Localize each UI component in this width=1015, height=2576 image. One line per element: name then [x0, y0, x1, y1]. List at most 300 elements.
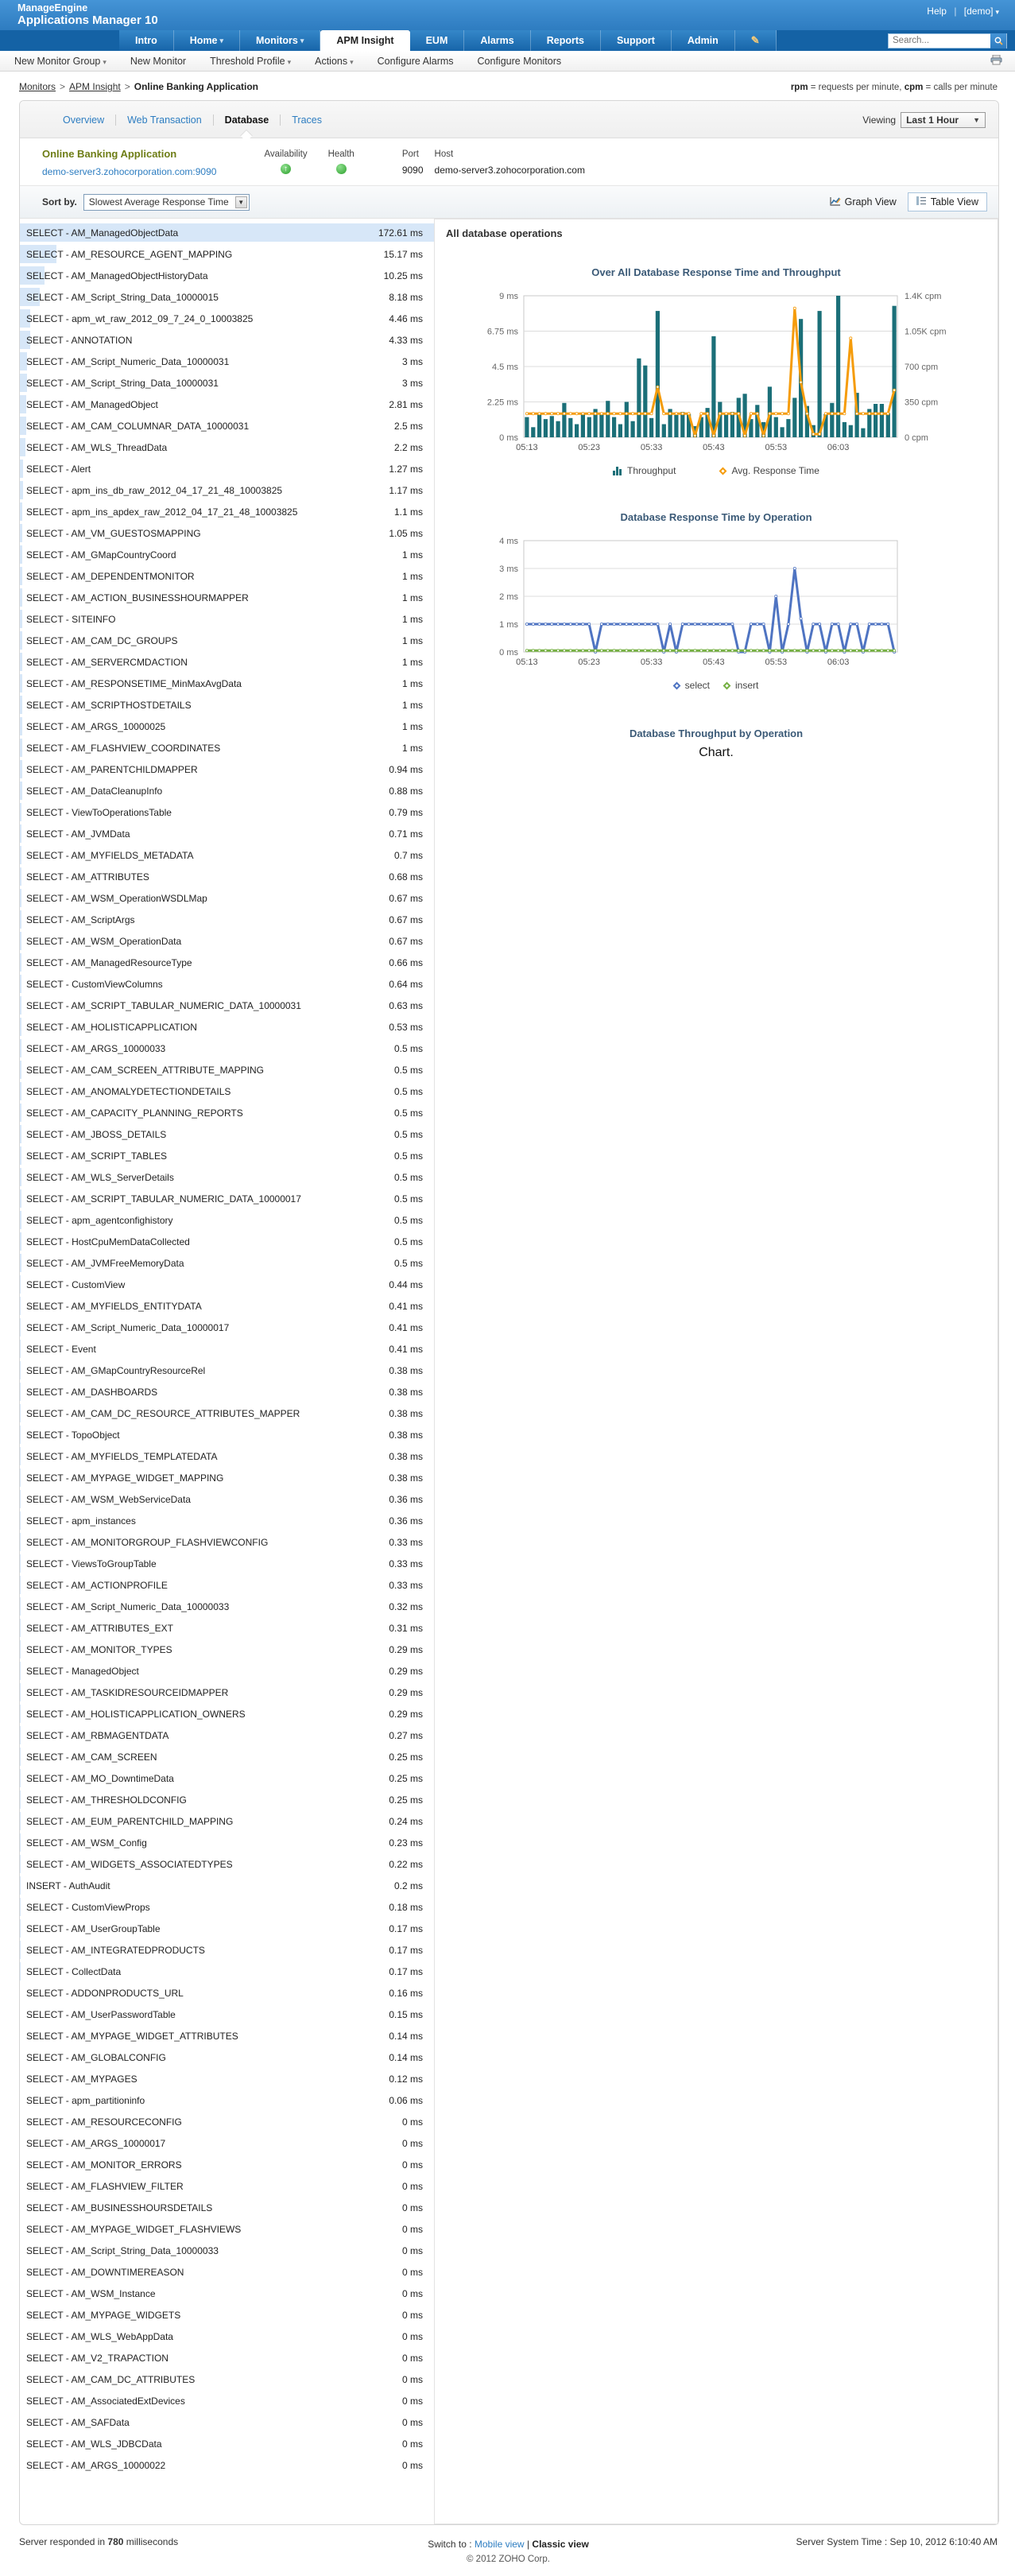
view-toggle	[830, 192, 987, 211]
operation-name: SELECT - AM_SCRIPT_TABLES	[26, 1150, 167, 1162]
operation-time: 1 ms	[401, 677, 423, 689]
operation-time: 0.67 ms	[389, 914, 423, 925]
nav-tab-eum[interactable]: EUM	[410, 30, 465, 51]
list-item[interactable]	[20, 1982, 434, 2004]
list-item[interactable]	[20, 1703, 434, 1724]
operation-time: 1 ms	[401, 592, 423, 603]
operation-time: 0 ms	[401, 2459, 423, 2471]
operation-name: SELECT - AM_ATTRIBUTES	[26, 871, 149, 883]
operation-time: 0.7 ms	[393, 849, 423, 861]
svg-text:9 ms: 9 ms	[499, 292, 518, 301]
operation-name: SELECT - AM_ACTION_BUSINESSHOURMAPPER	[26, 592, 249, 603]
list-item[interactable]	[20, 2111, 434, 2132]
operation-time: 0.5 ms	[393, 1257, 423, 1269]
list-item[interactable]	[20, 2347, 434, 2368]
list-item[interactable]	[20, 2411, 434, 2433]
top-links: Help | [demo] ▾	[927, 6, 999, 17]
operation-name: SELECT - AM_DataCleanupInfo	[26, 785, 163, 797]
list-item[interactable]	[20, 1596, 434, 1617]
chevron-down-icon: ▾	[103, 57, 107, 66]
list-item[interactable]	[20, 501, 434, 522]
operation-time: 0.22 ms	[389, 1858, 423, 1870]
list-item[interactable]	[20, 1038, 434, 1059]
chevron-down-icon: ▾	[300, 36, 304, 45]
list-item[interactable]	[20, 1467, 434, 1488]
list-item[interactable]	[20, 587, 434, 608]
list-item[interactable]	[20, 2433, 434, 2454]
operation-time: 0.36 ms	[389, 1493, 423, 1505]
nav-tab-home[interactable]: Home ▾	[174, 30, 240, 51]
operation-time: 0.33 ms	[389, 1579, 423, 1591]
operation-name: SELECT - AM_HOLISTICAPPLICATION_OWNERS	[26, 1708, 246, 1720]
list-item[interactable]	[20, 1209, 434, 1231]
operation-time: 0.33 ms	[389, 1536, 423, 1548]
list-item[interactable]	[20, 1961, 434, 1982]
list-item[interactable]	[20, 2004, 434, 2025]
operation-time: 0.14 ms	[389, 2051, 423, 2063]
operation-time: 1.27 ms	[389, 463, 423, 475]
operation-name: SELECT - AM_RESPONSETIME_MinMaxAvgData	[26, 677, 242, 689]
list-item[interactable]	[20, 1617, 434, 1639]
operation-time: 4.46 ms	[389, 312, 423, 324]
tab-database[interactable]: Database	[214, 114, 281, 126]
operation-time: 15.17 ms	[383, 248, 423, 260]
toolbar-configure-alarms[interactable]: Configure Alarms	[377, 55, 454, 67]
nav-tab-intro[interactable]: Intro	[119, 30, 174, 51]
list-item[interactable]	[20, 1853, 434, 1875]
list-item[interactable]	[20, 2154, 434, 2175]
operation-name: SELECT - CollectData	[26, 1965, 122, 1977]
list-item[interactable]	[20, 2089, 434, 2111]
operation-name: SELECT - AM_MYFIELDS_ENTITYDATA	[26, 1300, 202, 1312]
operation-name: SELECT - AM_VM_GUESTOSMAPPING	[26, 527, 201, 539]
list-item[interactable]	[20, 436, 434, 458]
operation-name: SELECT - AM_GMapCountryResourceRel	[26, 1364, 206, 1376]
list-item[interactable]	[20, 1746, 434, 1767]
app-name: Online Banking Application	[42, 148, 177, 160]
list-item[interactable]	[20, 673, 434, 694]
operation-name: SELECT - AM_Script_Numeric_Data_10000033	[26, 1600, 230, 1612]
list-item[interactable]	[20, 1789, 434, 1810]
operation-name: SELECT - AM_WLS_JDBCData	[26, 2438, 162, 2450]
list-item[interactable]	[20, 2283, 434, 2304]
toolbar-actions[interactable]: Actions ▾	[315, 55, 354, 67]
operation-time: 0.79 ms	[389, 806, 423, 818]
operation-time: 4.33 ms	[389, 334, 423, 346]
operation-time: 0 ms	[401, 2287, 423, 2299]
operation-name: SELECT - AM_CAM_DC_ATTRIBUTES	[26, 2373, 196, 2385]
operation-time: 0.63 ms	[389, 999, 423, 1011]
nav-tab-monitors[interactable]: Monitors ▾	[240, 30, 320, 51]
operation-time: 0.15 ms	[389, 2008, 423, 2020]
operation-name: SELECT - apm_ins_db_raw_2012_04_17_21_48_10003825	[26, 484, 283, 496]
list-item[interactable]	[20, 2368, 434, 2390]
operation-name: SELECT - AM_FLASHVIEW_FILTER	[26, 2180, 184, 2192]
list-item[interactable]	[20, 694, 434, 716]
list-item[interactable]	[20, 2218, 434, 2240]
list-item[interactable]	[20, 2454, 434, 2476]
nav-tab-apm-insight[interactable]: APM Insight	[320, 30, 409, 51]
list-item[interactable]	[20, 1360, 434, 1381]
operation-time: 1 ms	[401, 720, 423, 732]
svg-text:05:13: 05:13	[516, 658, 538, 667]
tab-overview[interactable]: Overview	[52, 114, 116, 126]
operation-time: 0.17 ms	[389, 1965, 423, 1977]
operation-name: SELECT - AM_DEPENDENTMONITOR	[26, 570, 195, 582]
operation-time: 0.88 ms	[389, 785, 423, 797]
list-item[interactable]	[20, 716, 434, 737]
list-item[interactable]	[20, 2175, 434, 2197]
list-item[interactable]	[20, 479, 434, 501]
list-item[interactable]	[20, 1660, 434, 1682]
operation-time: 0.5 ms	[393, 1042, 423, 1054]
operation-time: 0.94 ms	[389, 763, 423, 775]
operation-name: SELECT - AM_V2_TRAPACTION	[26, 2352, 169, 2364]
operation-time: 0 ms	[401, 2373, 423, 2385]
chart3-placeholder-text: Chart.	[699, 746, 734, 759]
nav-tab-alarms[interactable]: Alarms	[464, 30, 530, 51]
nav-tab-reports[interactable]: Reports	[531, 30, 601, 51]
operation-time: 0 ms	[401, 2395, 423, 2407]
list-item[interactable]	[20, 1639, 434, 1660]
breadcrumb-apm-insight[interactable]: APM Insight	[69, 81, 121, 92]
list-item[interactable]	[20, 565, 434, 587]
operation-name: SELECT - AM_MONITORGROUP_FLASHVIEWCONFIG	[26, 1536, 269, 1548]
operation-name: SELECT - ADDONPRODUCTS_URL	[26, 1987, 184, 1999]
host-label: Host	[434, 149, 454, 159]
help-link[interactable]: Help	[927, 6, 947, 17]
operation-name: SELECT - AM_AssociatedExtDevices	[26, 2395, 185, 2407]
list-item[interactable]	[20, 1724, 434, 1746]
port-label: Port	[401, 149, 419, 159]
operation-name: SELECT - AM_GLOBALCONFIG	[26, 2051, 166, 2063]
nav-tab-admin[interactable]: Admin	[672, 30, 735, 51]
chevron-down-icon: ▼	[973, 116, 980, 124]
operation-name: SELECT - AM_ManagedObjectHistoryData	[26, 270, 208, 281]
operation-name: SELECT - AM_Script_Numeric_Data_10000031	[26, 355, 230, 367]
toolbar-configure-monitors[interactable]: Configure Monitors	[477, 55, 562, 67]
list-item[interactable]	[20, 243, 434, 265]
operation-name: SELECT - CustomViewColumns	[26, 978, 163, 990]
operation-name: SELECT - AM_BUSINESSHOURSDETAILS	[26, 2202, 213, 2213]
toolbar-items	[14, 56, 561, 67]
main-split	[20, 219, 998, 2524]
breadcrumb-current: Online Banking Application	[134, 81, 258, 92]
list-item[interactable]	[20, 2025, 434, 2046]
toolbar-right	[990, 55, 1007, 68]
svg-text:2 ms: 2 ms	[499, 592, 518, 602]
operation-time: 1 ms	[401, 656, 423, 668]
list-item[interactable]	[20, 780, 434, 801]
operation-name: SELECT - AM_MYPAGE_WIDGETS	[26, 2309, 181, 2321]
list-item[interactable]	[20, 2261, 434, 2283]
operation-time: 0.18 ms	[389, 1901, 423, 1913]
operation-time: 0.38 ms	[389, 1472, 423, 1484]
operation-time: 0.64 ms	[389, 978, 423, 990]
list-item[interactable]	[20, 329, 434, 351]
chart3-title: Database Throughput by Operation	[629, 727, 804, 739]
tab-traces[interactable]: Traces	[292, 114, 323, 126]
operation-time: 2.81 ms	[389, 398, 423, 410]
brand-line2: Applications Manager 10	[17, 14, 158, 28]
list-item[interactable]	[20, 1252, 434, 1274]
operation-time: 0.33 ms	[389, 1558, 423, 1569]
list-item[interactable]	[20, 2132, 434, 2154]
breadcrumb-monitors[interactable]: Monitors	[19, 81, 56, 92]
operation-name: SELECT - AM_WSM_Config	[26, 1837, 147, 1849]
search-icon[interactable]	[990, 33, 1006, 48]
printer-icon[interactable]	[990, 55, 1002, 68]
status-group	[264, 149, 354, 174]
operation-time: 0.41 ms	[389, 1300, 423, 1312]
operation-time: 0 ms	[401, 2266, 423, 2278]
list-item[interactable]	[20, 1016, 434, 1038]
operation-name: SELECT - AM_JVMFreeMemoryData	[26, 1257, 184, 1269]
chart2-legend: select insert	[435, 680, 998, 691]
chart2-title: Database Response Time by Operation	[620, 511, 812, 523]
list-item[interactable]	[20, 2046, 434, 2068]
search-box	[888, 33, 1007, 48]
toolbar-new-monitor[interactable]: New Monitor	[130, 55, 187, 67]
chart-response-throughput	[435, 266, 998, 476]
toolbar-new-monitor-group[interactable]: New Monitor Group ▾	[14, 55, 107, 67]
list-item[interactable]	[20, 1231, 434, 1252]
list-item[interactable]	[20, 1810, 434, 1832]
operation-name: SELECT - AM_ANOMALYDETECTIONDETAILS	[26, 1085, 231, 1097]
list-item[interactable]	[20, 608, 434, 630]
operation-time: 0 ms	[401, 2202, 423, 2213]
operation-time: 0.68 ms	[389, 871, 423, 883]
operation-name: SELECT - AM_Script_Numeric_Data_10000017	[26, 1321, 230, 1333]
list-item[interactable]	[20, 415, 434, 436]
list-item[interactable]	[20, 1832, 434, 1853]
mobile-view-link[interactable]: Mobile view	[474, 2539, 525, 2550]
operation-time: 3 ms	[401, 355, 423, 367]
list-item[interactable]	[20, 1574, 434, 1596]
list-item[interactable]	[20, 630, 434, 651]
chart2-plot	[435, 530, 998, 673]
operation-name: SELECT - AM_RESOURCE_AGENT_MAPPING	[26, 248, 233, 260]
operation-name: SELECT - AM_MYPAGE_WIDGET_FLASHVIEWS	[26, 2223, 242, 2235]
list-item[interactable]	[20, 1424, 434, 1445]
operation-time: 0 ms	[401, 2416, 423, 2428]
user-menu[interactable]: [demo] ▾	[963, 6, 999, 17]
list-item[interactable]	[20, 1896, 434, 1918]
list-item[interactable]	[20, 651, 434, 673]
list-item[interactable]	[20, 1145, 434, 1166]
list-item[interactable]	[20, 1531, 434, 1553]
list-item[interactable]	[20, 1274, 434, 1295]
tab-items	[52, 114, 333, 126]
operation-time: 0.36 ms	[389, 1515, 423, 1527]
operation-name: SELECT - AM_PARENTCHILDMAPPER	[26, 763, 198, 775]
svg-text:05:33: 05:33	[640, 443, 663, 452]
operation-name: SELECT - AM_WIDGETS_ASSOCIATEDTYPES	[26, 1858, 233, 1870]
nav-tab-support[interactable]: Support	[601, 30, 672, 51]
list-item[interactable]	[20, 1939, 434, 1961]
list-item[interactable]	[20, 1553, 434, 1574]
list-item[interactable]	[20, 1488, 434, 1510]
chevron-down-icon: ▾	[350, 57, 354, 66]
graph-view-button[interactable]: Graph View	[830, 196, 897, 208]
list-item[interactable]	[20, 222, 434, 243]
operation-name: SELECT - AM_FLASHVIEW_COORDINATES	[26, 742, 221, 754]
list-item[interactable]	[20, 801, 434, 823]
pencil-icon[interactable]: ✎	[735, 30, 777, 51]
list-item[interactable]	[20, 1102, 434, 1123]
chevron-down-icon: ▾	[219, 36, 224, 45]
list-item[interactable]	[20, 308, 434, 329]
list-item[interactable]	[20, 758, 434, 780]
charts-panel-title: All database operations	[446, 227, 563, 239]
operation-name: SELECT - AM_HOLISTICAPPLICATION	[26, 1021, 197, 1033]
viewing-select[interactable]: Last 1 Hour ▼	[901, 112, 986, 128]
table-view-button[interactable]: Table View	[908, 192, 987, 211]
operation-name: SELECT - AM_ManagedResourceType	[26, 956, 192, 968]
operation-name: SELECT - AM_DOWNTIMEREASON	[26, 2266, 184, 2278]
operation-name: SELECT - AM_MONITOR_ERRORS	[26, 2159, 182, 2171]
list-item[interactable]	[20, 372, 434, 394]
list-item[interactable]	[20, 1510, 434, 1531]
availability-status-icon: ↑	[281, 164, 291, 174]
list-item[interactable]	[20, 1295, 434, 1317]
operation-time: 3 ms	[401, 377, 423, 389]
chevron-down-icon: ▼	[235, 196, 247, 208]
operation-name: SELECT - AM_WSM_WebServiceData	[26, 1493, 191, 1505]
svg-text:3 ms: 3 ms	[499, 564, 518, 574]
operation-time: 0 ms	[401, 2223, 423, 2235]
list-item[interactable]	[20, 2068, 434, 2089]
svg-text:06:03: 06:03	[827, 443, 850, 452]
list-item[interactable]	[20, 2390, 434, 2411]
diamond-marker-icon	[723, 681, 731, 689]
operation-time: 0.5 ms	[393, 1171, 423, 1183]
list-item[interactable]	[20, 394, 434, 415]
operation-name: SELECT - AM_ARGS_10000033	[26, 1042, 166, 1054]
svg-text:05:23: 05:23	[578, 443, 600, 452]
operation-time: 0.5 ms	[393, 1236, 423, 1247]
list-item[interactable]	[20, 887, 434, 909]
chevron-down-icon: ▾	[995, 8, 999, 16]
list-item[interactable]	[20, 1875, 434, 1896]
list-item[interactable]	[20, 1682, 434, 1703]
breadcrumb-row	[0, 72, 1015, 95]
list-item[interactable]	[20, 930, 434, 952]
list-item[interactable]	[20, 544, 434, 565]
list-item[interactable]	[20, 458, 434, 479]
svg-text:0 ms: 0 ms	[499, 648, 518, 658]
operation-time: 0.38 ms	[389, 1386, 423, 1398]
toolbar-threshold-profile[interactable]: Threshold Profile ▾	[210, 55, 292, 67]
list-item[interactable]	[20, 1338, 434, 1360]
list-item[interactable]	[20, 909, 434, 930]
list-item[interactable]	[20, 1918, 434, 1939]
list-item[interactable]	[20, 1123, 434, 1145]
app-logo	[17, 2, 158, 28]
chart-response-by-operation	[435, 511, 998, 691]
operation-name: SELECT - AM_RESOURCECONFIG	[26, 2116, 182, 2128]
operation-name: SELECT - AM_TASKIDRESOURCEIDMAPPER	[26, 1686, 229, 1698]
operation-time: 0.5 ms	[393, 1150, 423, 1162]
list-item[interactable]	[20, 1402, 434, 1424]
list-item[interactable]	[20, 1317, 434, 1338]
operation-name: SELECT - AM_CAM_COLUMNAR_DATA_10000031	[26, 420, 250, 432]
list-item[interactable]	[20, 1445, 434, 1467]
list-item[interactable]	[20, 995, 434, 1016]
svg-text:05:23: 05:23	[578, 658, 600, 667]
list-item[interactable]	[20, 1381, 434, 1402]
operation-time: 0.2 ms	[393, 1880, 423, 1891]
operation-name: SELECT - ViewsToGroupTable	[26, 1558, 157, 1569]
health-label: Health	[327, 149, 354, 159]
operation-name: SELECT - AM_MYFIELDS_TEMPLATEDATA	[26, 1450, 218, 1462]
health-status-icon	[336, 164, 347, 174]
operation-time: 0.29 ms	[389, 1665, 423, 1677]
operation-time: 0.29 ms	[389, 1686, 423, 1698]
operation-name: SELECT - AM_WLS_ThreadData	[26, 441, 168, 453]
list-item[interactable]	[20, 1059, 434, 1080]
operation-name: SELECT - AM_JBOSS_DETAILS	[26, 1128, 167, 1140]
diamond-marker-icon	[719, 467, 727, 475]
operation-time: 1 ms	[401, 699, 423, 711]
brand-line1: ManageEngine	[17, 2, 88, 14]
operation-time: 0 ms	[401, 2116, 423, 2128]
list-item[interactable]	[20, 866, 434, 887]
list-item[interactable]	[20, 265, 434, 286]
list-item[interactable]	[20, 522, 434, 544]
list-item[interactable]	[20, 823, 434, 844]
chevron-down-icon: ▾	[287, 57, 292, 66]
list-item[interactable]	[20, 952, 434, 973]
list-item[interactable]	[20, 1166, 434, 1188]
svg-text:1.4K cpm: 1.4K cpm	[905, 292, 942, 301]
operations-list	[20, 219, 434, 2524]
nav-items	[119, 30, 777, 51]
operation-name: SELECT - apm_partitioninfo	[26, 2094, 145, 2106]
list-item[interactable]	[20, 1080, 434, 1102]
list-item[interactable]	[20, 844, 434, 866]
tabs-row	[20, 101, 998, 138]
list-item[interactable]	[20, 1767, 434, 1789]
svg-text:2.25 ms: 2.25 ms	[486, 398, 518, 408]
list-item[interactable]	[20, 286, 434, 308]
operation-time: 0 ms	[401, 2137, 423, 2149]
operation-time: 0.25 ms	[389, 1794, 423, 1806]
list-item[interactable]	[20, 2240, 434, 2261]
operation-time: 10.25 ms	[383, 270, 423, 281]
list-item[interactable]	[20, 351, 434, 372]
list-item[interactable]	[20, 2326, 434, 2347]
operation-time: 0.38 ms	[389, 1450, 423, 1462]
search-input[interactable]	[889, 36, 990, 45]
sort-select[interactable]: Slowest Average Response Time ▼	[83, 194, 250, 211]
list-item[interactable]	[20, 2197, 434, 2218]
operation-name: SELECT - AM_CAM_DC_RESOURCE_ATTRIBUTES_MAPPER	[26, 1407, 300, 1419]
action-toolbar	[0, 51, 1015, 72]
operation-time: 0.38 ms	[389, 1407, 423, 1419]
app-host-link[interactable]: demo-server3.zohocorporation.com:9090	[42, 166, 217, 177]
footer-center: Switch to : Mobile view | Classic view © 2012 ZOHO Corp.	[428, 2536, 589, 2568]
footer-response-time: Server responded in 780 milliseconds	[19, 2536, 179, 2547]
list-item[interactable]	[20, 2304, 434, 2326]
operation-time: 1 ms	[401, 570, 423, 582]
list-item[interactable]	[20, 737, 434, 758]
operation-time: 0.71 ms	[389, 828, 423, 840]
operation-time: 0.5 ms	[393, 1214, 423, 1226]
list-item[interactable]	[20, 1188, 434, 1209]
tab-web-transaction[interactable]: Web Transaction	[116, 114, 214, 126]
list-item[interactable]	[20, 973, 434, 995]
